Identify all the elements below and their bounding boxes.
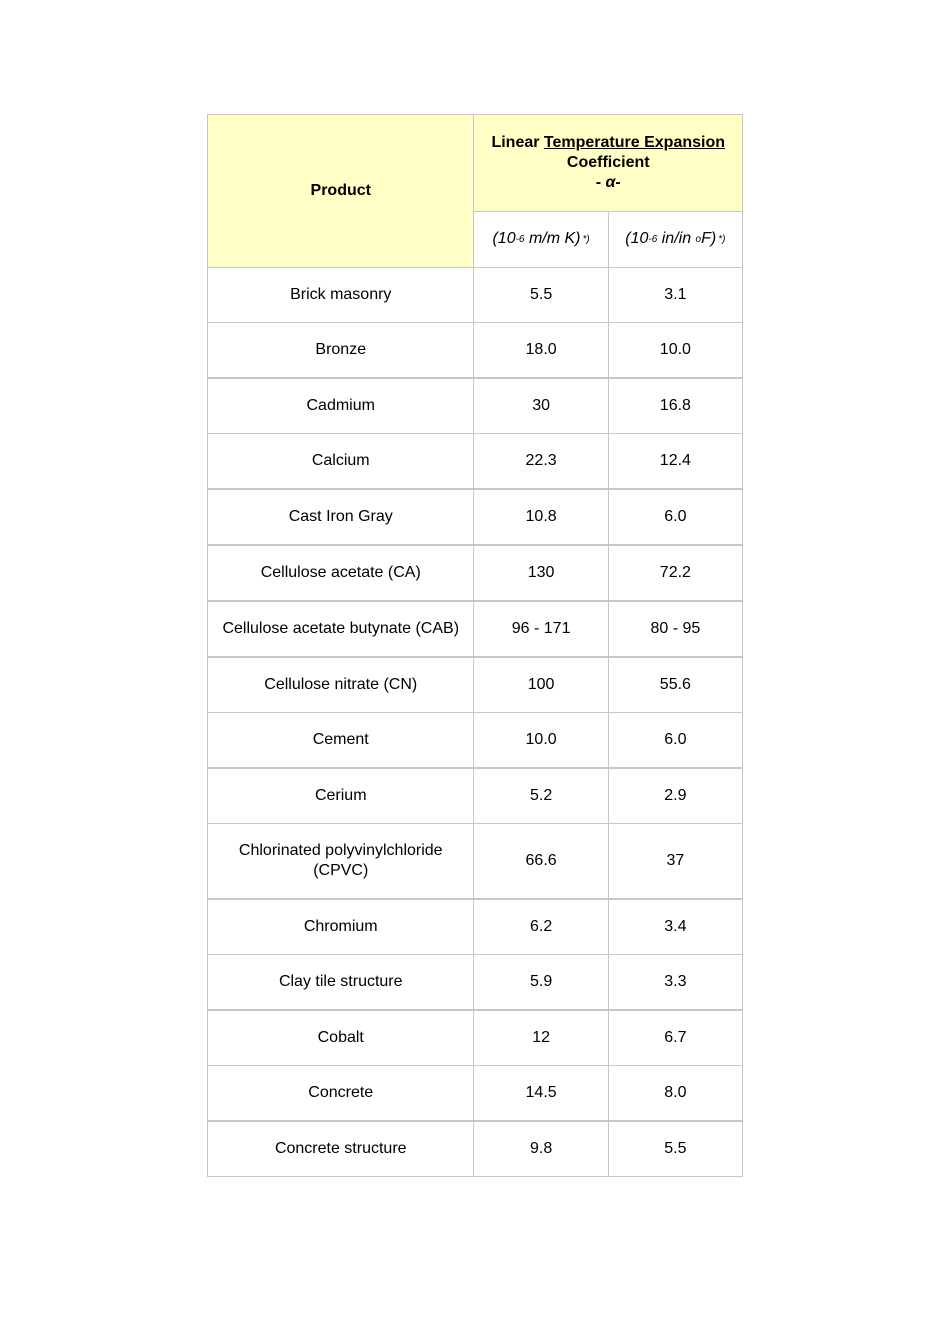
product-cell: Cement: [208, 713, 474, 769]
product-cell: Bronze: [208, 323, 474, 379]
table-row: [208, 824, 743, 900]
unit-us-footnote-marker: *): [718, 234, 726, 246]
product-column-header: [208, 115, 474, 268]
si-value-cell: 22.3: [474, 434, 608, 490]
si-value-cell: 5.2: [474, 768, 608, 824]
si-value-cell: 66.6: [474, 824, 608, 900]
table-row: [208, 1010, 743, 1066]
table-row: [208, 545, 743, 601]
table-row: [208, 489, 743, 545]
product-cell: Chromium: [208, 899, 474, 955]
product-cell: Cast Iron Gray: [208, 489, 474, 545]
si-value-cell: 12: [474, 1010, 608, 1066]
coefficient-title-line1: Linear Temperature Expansion: [491, 134, 726, 152]
coefficient-column-header: [474, 115, 743, 212]
table-row: [208, 899, 743, 955]
unit-si-footnote-marker: *): [582, 234, 590, 246]
us-value-cell: 16.8: [608, 378, 742, 434]
product-cell: Chlorinated polyvinylchloride (CPVC): [208, 824, 474, 900]
si-value-cell: 5.5: [474, 268, 608, 323]
si-value-cell: 96 - 171: [474, 601, 608, 657]
us-value-cell: 55.6: [608, 657, 742, 713]
product-cell: Cadmium: [208, 378, 474, 434]
product-cell: Cobalt: [208, 1010, 474, 1066]
product-cell: Cellulose nitrate (CN): [208, 657, 474, 713]
unit-si-header: (10-6 m/m K) *): [474, 212, 608, 268]
product-cell: Cerium: [208, 768, 474, 824]
us-value-cell: 80 - 95: [608, 601, 742, 657]
si-value-cell: 6.2: [474, 899, 608, 955]
si-value-cell: 9.8: [474, 1121, 608, 1177]
us-value-cell: 72.2: [608, 545, 742, 601]
us-value-cell: 5.5: [608, 1121, 742, 1177]
us-value-cell: 2.9: [608, 768, 742, 824]
table-row: [208, 768, 743, 824]
us-value-cell: 10.0: [608, 323, 742, 379]
coefficient-table-container: [207, 114, 743, 1177]
table-row: [208, 713, 743, 769]
table-row: [208, 955, 743, 1011]
table-row: [208, 1066, 743, 1122]
us-value-cell: 3.1: [608, 268, 742, 323]
product-cell: Cellulose acetate (CA): [208, 545, 474, 601]
us-value-cell: 37: [608, 824, 742, 900]
si-value-cell: 18.0: [474, 323, 608, 379]
si-value-cell: 14.5: [474, 1066, 608, 1122]
product-cell: Concrete structure: [208, 1121, 474, 1177]
us-value-cell: 6.0: [608, 713, 742, 769]
coefficient-title-line2: Coefficient: [566, 154, 650, 172]
us-value-cell: 3.3: [608, 955, 742, 1011]
table-row: [208, 323, 743, 379]
product-cell: Brick masonry: [208, 268, 474, 323]
unit-us-header: (10-6 in/in oF) *): [608, 212, 742, 268]
product-cell: Calcium: [208, 434, 474, 490]
us-value-cell: 12.4: [608, 434, 742, 490]
product-cell: Concrete: [208, 1066, 474, 1122]
temperature-expansion-link[interactable]: Temperature Expansion: [543, 134, 726, 152]
table-row: [208, 268, 743, 323]
si-value-cell: 100: [474, 657, 608, 713]
expansion-coefficient-table: [207, 114, 743, 1177]
si-value-cell: 30: [474, 378, 608, 434]
si-value-cell: 10.8: [474, 489, 608, 545]
table-row: [208, 378, 743, 434]
table-row: [208, 601, 743, 657]
us-value-cell: 3.4: [608, 899, 742, 955]
product-header-label: Product: [310, 182, 371, 199]
product-cell: Cellulose acetate butynate (CAB): [208, 601, 474, 657]
us-value-cell: 8.0: [608, 1066, 742, 1122]
us-value-cell: 6.0: [608, 489, 742, 545]
table-row: [208, 657, 743, 713]
table-row: [208, 1121, 743, 1177]
si-value-cell: 130: [474, 545, 608, 601]
si-value-cell: 5.9: [474, 955, 608, 1011]
us-value-cell: 6.7: [608, 1010, 742, 1066]
si-value-cell: 10.0: [474, 713, 608, 769]
table-row: [208, 434, 743, 490]
coefficient-title-line3: - α-: [595, 174, 621, 192]
product-cell: Clay tile structure: [208, 955, 474, 1011]
alpha-symbol: α: [605, 174, 616, 192]
